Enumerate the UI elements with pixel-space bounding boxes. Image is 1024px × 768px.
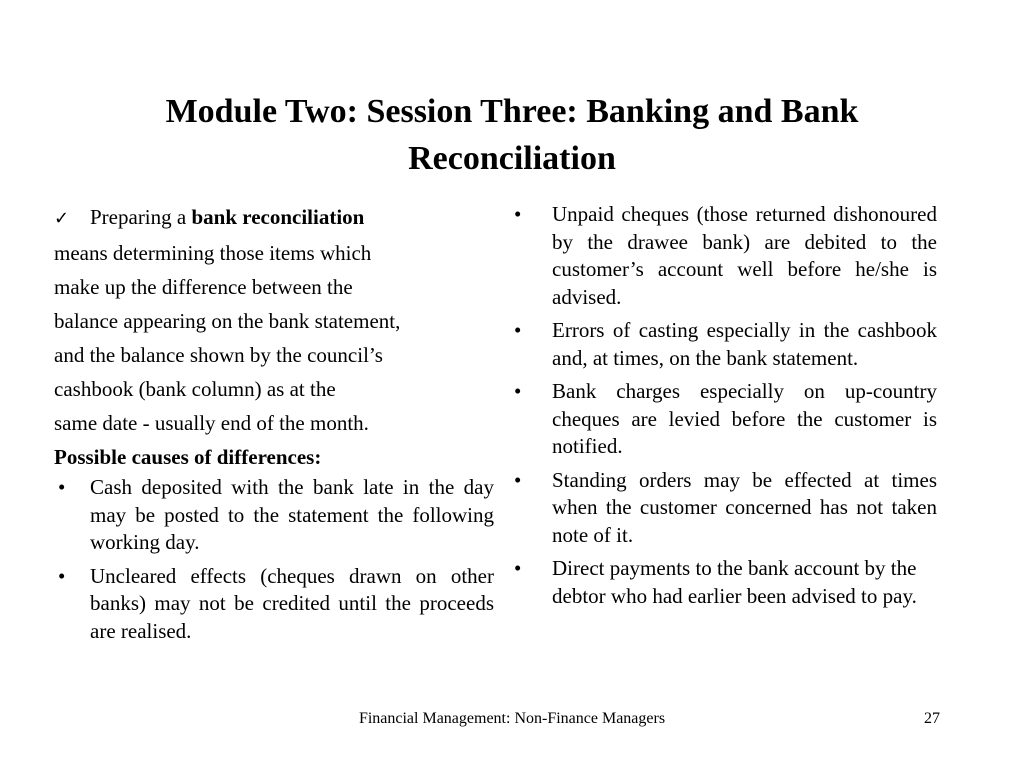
intro-line: means determining those items which — [54, 241, 372, 265]
right-column — [512, 201, 937, 616]
intro-first-line — [90, 200, 364, 234]
bank-reconciliation-intro — [54, 200, 494, 236]
bullet-text: Standing orders may be effected at times when the customer concerned has not taken note of it. — [552, 467, 937, 547]
intro-line: same date - usually end of the month. — [54, 411, 369, 435]
causes-heading: Possible causes of differences: — [54, 445, 322, 469]
bullet-icon: • — [514, 379, 522, 403]
bullet-text: Errors of casting especially in the cashbook and, at times, on the bank statement. — [552, 318, 937, 370]
bullet-text: Direct payments to the bank account by the debtor who had earlier been advised to pay. — [552, 556, 917, 608]
list-item — [512, 201, 937, 311]
left-bullet-list — [54, 474, 494, 645]
bullet-icon: • — [514, 318, 522, 342]
bullet-icon: • — [514, 202, 522, 226]
right-bullet-list — [512, 201, 937, 610]
bullet-icon: • — [514, 556, 522, 580]
bullet-icon: • — [58, 563, 66, 588]
intro-prefix: Preparing a — [90, 205, 192, 229]
list-item — [512, 378, 937, 461]
page-number: 27 — [924, 710, 940, 727]
intro-bold-term: bank reconciliation — [191, 205, 365, 229]
bullet-text: Bank charges especially on up-country cheques are levied before the customer is notified. — [552, 379, 937, 458]
bullet-text: Cash deposited with the bank late in the day may be posted to the statement the following working day. — [90, 475, 494, 554]
intro-line: cashbook (bank column) as at the — [54, 377, 336, 401]
check-mark-icon: ✓ — [54, 208, 70, 229]
bullet-icon: • — [58, 475, 66, 499]
list-item — [54, 474, 494, 557]
bullet-text: Uncleared effects (cheques drawn on other banks) may not be credited until the proceeds are realised. — [90, 563, 494, 643]
list-item — [512, 467, 937, 550]
intro-line: and the balance shown by the council’s — [54, 343, 383, 367]
intro-line: make up the difference between the — [54, 275, 353, 299]
bullet-text: Unpaid cheques (those returned dishonoured by the drawee bank) are debited to the customer’s account well before he/she is advised. — [552, 202, 937, 309]
slide-title: Module Two: Session Three: Banking and Bank Reconciliation — [165, 93, 859, 177]
left-column — [54, 200, 494, 651]
intro-line: balance appearing on the bank statement, — [54, 309, 401, 333]
footer-course-title: Financial Management: Non-Finance Managers — [358, 710, 666, 727]
bullet-icon: • — [514, 467, 522, 492]
list-item — [512, 317, 937, 372]
list-item — [512, 555, 937, 610]
list-item — [54, 563, 494, 646]
